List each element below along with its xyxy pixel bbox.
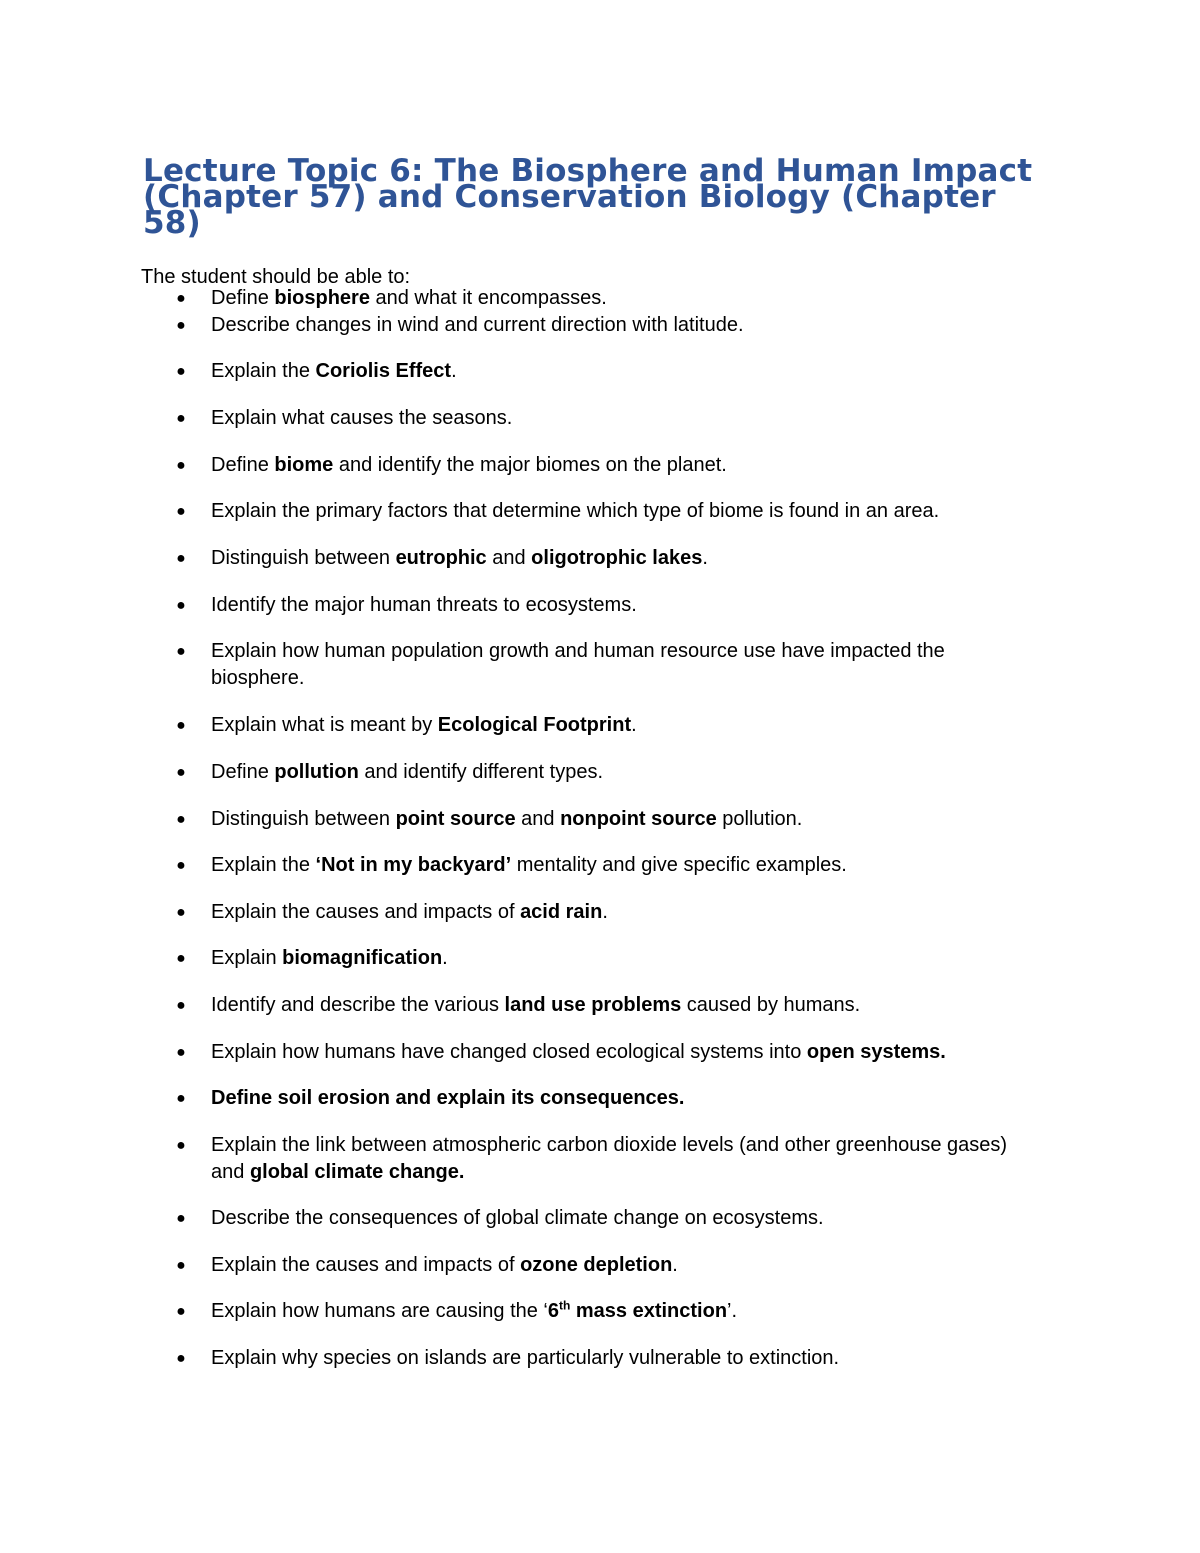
bullet-icon: ●	[176, 1303, 186, 1320]
objective-key-term: pollution	[274, 761, 359, 783]
objective-text-segment: ’.	[727, 1300, 738, 1322]
objective-text-segment: Explain the causes and impacts of	[211, 1254, 521, 1276]
objective-text-segment: caused by humans.	[681, 994, 861, 1016]
bullet-icon: ●	[176, 1257, 186, 1274]
objective-text	[211, 852, 1021, 879]
bullet-icon: ●	[176, 950, 186, 967]
objective-text-segment: .	[702, 547, 708, 569]
objective-key-term: land use problems	[504, 994, 682, 1016]
objective-key-term: 6	[547, 1300, 559, 1322]
objective-text-segment: Define	[211, 454, 275, 476]
objective-text	[211, 638, 1021, 692]
objective-text	[211, 899, 1021, 926]
objective-text	[211, 1085, 1021, 1112]
objective-text-segment: Explain what causes the seasons.	[211, 407, 513, 429]
objective-key-term: acid rain	[520, 901, 603, 923]
objective-key-term: eutrophic	[395, 547, 487, 569]
objective-text	[211, 498, 1021, 525]
bullet-icon: ●	[176, 643, 186, 660]
objective-text-segment: Distinguish between	[211, 547, 396, 569]
objective-text-segment: Describe changes in wind and current direction with latitude.	[211, 314, 744, 336]
objective-text-segment: mentality and give specific examples.	[511, 854, 847, 876]
objective-text-segment: Explain the link between atmospheric carbon dioxide levels (and other greenhouse gases) and	[211, 1134, 1008, 1183]
objective-text	[211, 806, 1021, 833]
objective-key-term: oligotrophic lakes	[531, 547, 703, 569]
objective-text-segment: and identify different types.	[358, 761, 604, 783]
bullet-icon: ●	[176, 904, 186, 921]
objective-key-term: open systems.	[806, 1041, 946, 1063]
objective-text-segment: Explain how humans are causing the ‘	[211, 1300, 548, 1322]
objective-text	[211, 759, 1021, 786]
bullet-icon: ●	[176, 1350, 186, 1367]
objective-key-term: mass extinction	[570, 1300, 728, 1322]
objective-text-segment: Explain what is meant by	[211, 714, 438, 736]
objective-key-term: ozone depletion	[520, 1254, 673, 1276]
lecture-title: Lecture Topic 6: The Biosphere and Human Impact (Chapter 57) and Conservation Biology (Chapter 58)	[143, 153, 1033, 241]
objective-text	[211, 1252, 1021, 1279]
objective-key-term: Coriolis Effect	[315, 360, 452, 382]
bullet-icon: ●	[176, 1090, 186, 1107]
bullet-icon: ●	[176, 1210, 186, 1227]
objective-text-segment: and identify the major biomes on the planet.	[333, 454, 727, 476]
bullet-icon: ●	[176, 503, 186, 520]
objective-key-term: biomagnification	[282, 947, 443, 969]
objective-text-segment: Explain the	[211, 360, 316, 382]
bullet-icon: ●	[176, 363, 186, 380]
objective-text-segment: .	[602, 901, 608, 923]
bullet-icon: ●	[176, 1044, 186, 1061]
objective-text-segment: Distinguish between	[211, 808, 396, 830]
objective-key-term: biosphere	[274, 287, 370, 309]
bullet-icon: ●	[176, 550, 186, 567]
objective-text-segment: .	[631, 714, 637, 736]
objective-text	[211, 285, 1021, 312]
objective-text	[211, 452, 1021, 479]
bullet-icon: ●	[176, 597, 186, 614]
objective-text-segment: pollution.	[716, 808, 803, 830]
objective-text	[211, 592, 1021, 619]
bullet-icon: ●	[176, 717, 186, 734]
objective-text	[211, 358, 1021, 385]
objective-text	[211, 405, 1021, 432]
objective-text-segment: Define	[211, 761, 275, 783]
objective-text-segment: Identify and describe the various	[211, 994, 505, 1016]
objective-text-segment: Explain the	[211, 854, 316, 876]
bullet-icon: ●	[176, 764, 186, 781]
objective-text	[211, 945, 1021, 972]
objective-text-segment: Explain the primary factors that determine which type of biome is found in an area.	[211, 500, 940, 522]
objective-text-segment: Describe the consequences of global climate change on ecosystems.	[211, 1207, 824, 1229]
objective-text-segment: Explain	[211, 947, 283, 969]
bullet-icon: ●	[176, 857, 186, 874]
bullet-icon: ●	[176, 457, 186, 474]
objective-key-term: global climate change.	[249, 1161, 465, 1183]
objective-text-segment: Identify the major human threats to ecosystems.	[211, 594, 637, 616]
bullet-icon: ●	[176, 811, 186, 828]
objective-key-term: biome	[274, 454, 334, 476]
objective-key-term: point source	[395, 808, 516, 830]
objective-text-segment: and	[486, 547, 532, 569]
bullet-icon: ●	[176, 290, 186, 307]
objective-text-segment: Define	[211, 287, 275, 309]
objective-text	[211, 712, 1021, 739]
objective-text-segment: and	[515, 808, 561, 830]
objective-text-segment: Explain the causes and impacts of	[211, 901, 521, 923]
objective-text-segment: Explain why species on islands are particularly vulnerable to extinction.	[211, 1347, 840, 1369]
bullet-icon: ●	[176, 317, 186, 334]
objective-text	[211, 545, 1021, 572]
objective-text	[211, 1345, 1021, 1372]
bullet-icon: ●	[176, 997, 186, 1014]
objective-key-term: th	[559, 1298, 571, 1313]
bullet-icon: ●	[176, 1137, 186, 1154]
objective-key-term: ‘Not in my backyard’	[315, 854, 512, 876]
objective-text	[211, 992, 1021, 1019]
objective-key-term: Define soil erosion and explain its consequences.	[211, 1087, 685, 1109]
objective-text-segment: Explain how humans have changed closed ecological systems into	[211, 1041, 807, 1063]
objective-text	[211, 1132, 1021, 1186]
objective-text	[211, 1039, 1021, 1066]
objective-text-segment: .	[672, 1254, 678, 1276]
objective-text	[211, 1298, 1021, 1325]
bullet-icon: ●	[176, 410, 186, 427]
objective-text	[211, 312, 1021, 339]
objective-text	[211, 1205, 1021, 1232]
objective-text-segment: .	[442, 947, 448, 969]
objective-key-term: nonpoint source	[560, 808, 717, 830]
intro-text: The student should be able to:	[141, 266, 411, 288]
objective-text-segment: .	[451, 360, 457, 382]
objective-text-segment: and what it encompasses.	[369, 287, 607, 309]
objective-key-term: Ecological Footprint	[437, 714, 632, 736]
objective-text-segment: Explain how human population growth and human resource use have impacted the biosphere.	[211, 640, 945, 689]
